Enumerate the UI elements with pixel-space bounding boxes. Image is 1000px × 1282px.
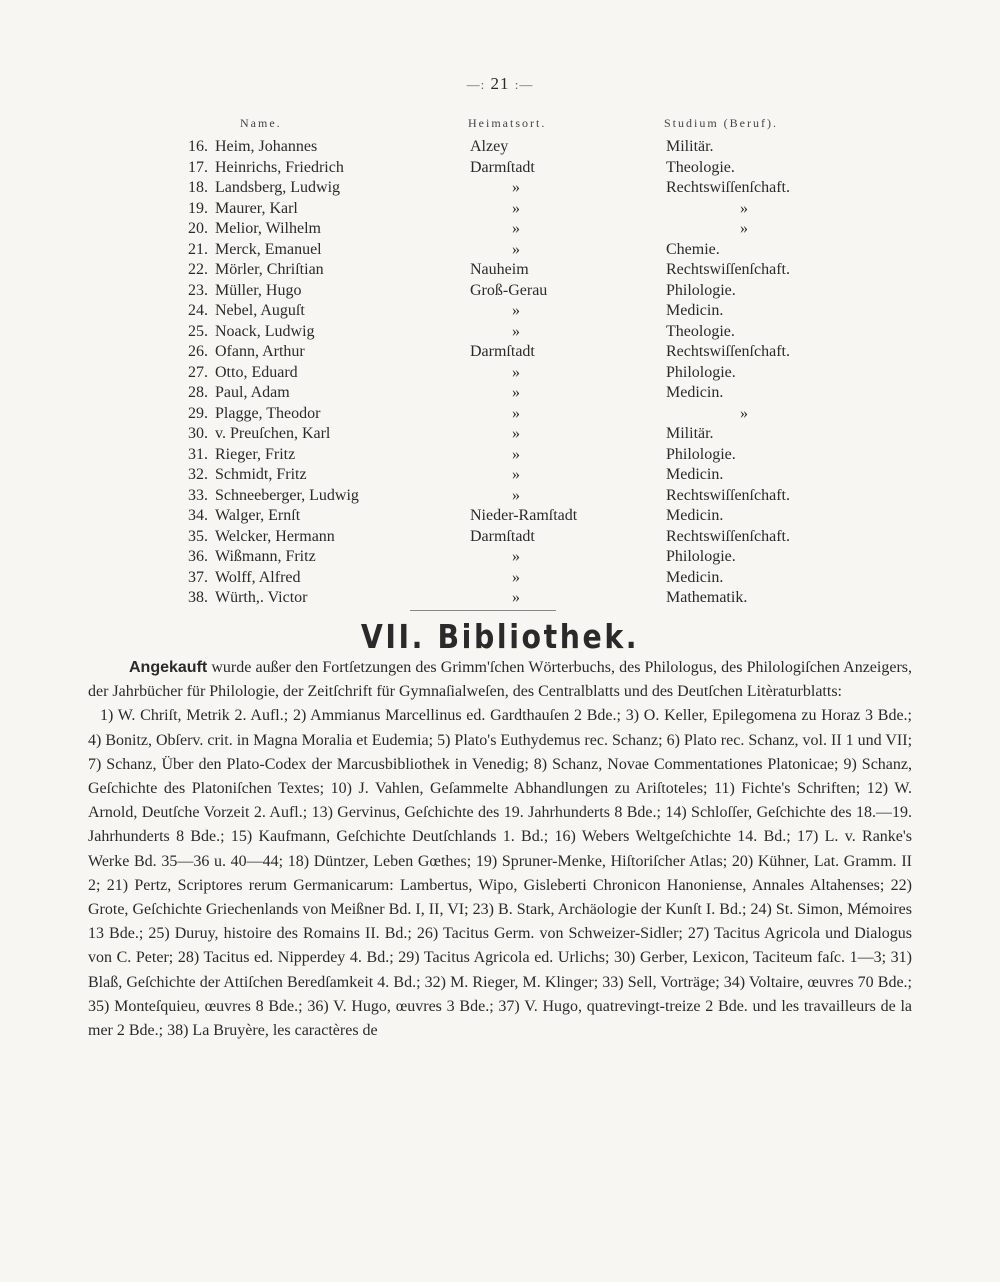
- field-of-study: »: [740, 220, 748, 237]
- student-name: Maurer, Karl: [215, 199, 298, 217]
- row-number: 32.: [188, 466, 208, 483]
- student-name: Otto, Eduard: [215, 363, 298, 381]
- student-name: Welcker, Hermann: [215, 527, 335, 545]
- table-row: [0, 137, 1000, 158]
- field-of-study: Rechtswiſſenſchaft.: [666, 486, 790, 504]
- table-row: [0, 158, 1000, 179]
- hometown: »: [512, 486, 520, 504]
- table-row: [0, 506, 1000, 527]
- table-row: [0, 588, 1000, 609]
- intro-paragraph: [88, 656, 912, 704]
- hometown: »: [512, 548, 520, 565]
- student-name: Müller, Hugo: [215, 281, 302, 299]
- field-of-study: Medicin.: [666, 568, 724, 586]
- student-name: Rieger, Fritz: [215, 445, 296, 463]
- row-number: 34.: [188, 507, 208, 524]
- student-name: Wolff, Alfred: [215, 568, 301, 586]
- student-name: Landsberg, Ludwig: [215, 179, 341, 196]
- student-name: Nebel, Auguſt: [215, 302, 305, 319]
- hometown: Darmſtadt: [470, 343, 535, 360]
- hometown: Groß-Gerau: [470, 281, 548, 299]
- row-number: 25.: [188, 322, 208, 340]
- hometown: »: [512, 199, 520, 217]
- table-row: [0, 301, 1000, 322]
- table-row: [0, 240, 1000, 261]
- table-row: [0, 527, 1000, 548]
- hometown: »: [512, 302, 520, 319]
- table-row: [0, 219, 1000, 240]
- hometown: »: [512, 568, 520, 586]
- hometown: »: [512, 425, 520, 442]
- table-row: [0, 547, 1000, 568]
- field-of-study: Theologie.: [666, 158, 735, 176]
- field-of-study: Medicin.: [666, 384, 724, 401]
- hometown: Darmſtadt: [470, 158, 535, 176]
- row-number: 26.: [188, 343, 208, 360]
- field-of-study: Medicin.: [666, 507, 724, 524]
- table-row: [0, 363, 1000, 384]
- row-number: 37.: [188, 568, 208, 586]
- student-name: Schneeberger, Ludwig: [215, 486, 359, 504]
- table-row: [0, 342, 1000, 363]
- intro-paragraph-text: wurde außer den Fortſetzungen des Grimm'ſchen Wörterbuchs, des Philologus, des Philologiſchen Anzeigers, der Jahrbücher für Philologie, der Zeitſchrift für Gymnaſialweſen, des Centralblatts und des Deutſchen Litèraturblatts:: [88, 659, 913, 701]
- student-name: Walger, Ernſt: [215, 507, 301, 524]
- hometown: »: [512, 445, 520, 463]
- row-number: 17.: [188, 158, 208, 176]
- row-number: 27.: [188, 363, 208, 381]
- student-name: Würth,. Victor: [215, 589, 308, 606]
- table-row: [0, 383, 1000, 404]
- table-row: [0, 281, 1000, 302]
- field-of-study: Rechtswiſſenſchaft.: [666, 261, 790, 278]
- field-of-study: Mathematik.: [666, 589, 748, 606]
- table-row: [0, 260, 1000, 281]
- field-of-study: Philologie.: [666, 281, 736, 299]
- student-name: Noack, Ludwig: [215, 322, 315, 340]
- student-name: Heinrichs, Friedrich: [215, 158, 344, 176]
- table-row: [0, 199, 1000, 220]
- field-of-study: Chemie.: [666, 240, 720, 258]
- student-name: Melior, Wilhelm: [215, 220, 321, 237]
- row-number: 28.: [188, 384, 208, 401]
- field-of-study: »: [740, 404, 748, 422]
- field-of-study: Militär.: [666, 138, 714, 155]
- row-number: 29.: [188, 404, 208, 422]
- section-divider: [410, 610, 556, 611]
- field-of-study: Rechtswiſſenſchaft.: [666, 527, 790, 545]
- table-header-row: [0, 116, 1000, 136]
- field-of-study: Medicin.: [666, 466, 724, 483]
- row-number: 38.: [188, 589, 208, 606]
- field-of-study: Philologie.: [666, 548, 736, 565]
- student-name: Mörler, Chriſtian: [215, 261, 324, 278]
- row-number: 24.: [188, 302, 208, 319]
- library-text: [88, 656, 912, 1043]
- student-name: Schmidt, Fritz: [215, 466, 307, 483]
- hometown: Nauheim: [470, 261, 529, 278]
- table-row: [0, 178, 1000, 199]
- field-of-study: »: [740, 199, 748, 217]
- hometown: Alzey: [470, 138, 509, 155]
- acquisitions-list-paragraph: 1) W. Chriſt, Metrik 2. Aufl.; 2) Ammianus Marcellinus ed. Gardthauſen 2 Bde.; 3) O. Keller, Epilegomena zu Horaz 3 Bde.; 4) Bonitz, Obſerv. crit. in Magna Moralia et Eudemia; 5) Plato's Euthydemus rec. Schanz; 6) Plato rec. Schanz, vol. II 1 und VII; 7) Schanz, Über den Plato-Codex der Marcusbibliothek in Venedig; 8) Schanz, Novae Commentationes Platonicae; 9) Schanz, Geſchichte des Platoniſchen Textes; 10) J. Vahlen, Geſammelte Abhandlungen zu Ariſtoteles; 11) Fichte's Schriften; 12) W. Arnold, Deutſche Vorzeit 2. Aufl.; 13) Gervinus, Geſchichte des 19. Jahrhunderts 8 Bde.; 14) Schloſſer, Geſchichte des 18.—19. Jahrhunderts 8 Bde.; 15) Kaufmann, Geſchichte Deutſchlands 1. Bd.; 16) Webers Weltgeſchichte 14. Bd.; 17) L. v. Ranke's Werke Bd. 35—36 u. 40—44; 18) Düntzer, Leben Gœthes; 19) Spruner-Menke, Hiſtoriſcher Atlas; 20) Kühner, Lat. Gramm. II 2; 21) Pertz, Scriptores rerum Germanicarum: Lambertus, Wipo, Gisleberti Chronicon Hanoniense, Annales Altahenses; 22) Grote, Geſchichte Griechenlands von Meißner Bd. I, II, VI; 23) B. Stark, Archäologie der Kunſt I. Bd.; 24) St. Simon, Mémoires 13 Bde.; 25) Duruy, histoire des Romains II. Bd.; 26) Tacitus Germ. von Schweizer-Sidler; 27) Tacitus Agricola und Dialogus von C. Peter; 28) Tacitus ed. Nipperdey 4. Bd.; 29) Tacitus Agricola ed. Urlichs; 30) Gerber, Lexicon, Taciteum faſc. 1—3; 31) Blaß, Geſchichte der Attiſchen Beredſamkeit 4. Bd.; 32) M. Rieger, M. Klinger; 33) Sell, Vorträge; 34) Voltaire, œuvres 70 Bde.; 35) Monteſquieu, œuvres 8 Bde.; 36) V. Hugo, œuvres 3 Bde.; 37) V. Hugo, quatrevingt-treize 2 Bde. und les travailleurs de la mer 2 Bde.; 38) La Bruyère, les caractères de: [88, 707, 913, 1040]
- lead-word: Angekauft: [129, 659, 208, 676]
- field-of-study: Rechtswiſſenſchaft.: [666, 179, 790, 196]
- table-row: [0, 322, 1000, 343]
- student-name: Paul, Adam: [215, 384, 290, 401]
- hometown: Darmſtadt: [470, 527, 535, 545]
- hometown: »: [512, 220, 520, 237]
- field-of-study: Militär.: [666, 425, 714, 442]
- hometown: »: [512, 240, 520, 258]
- hometown: Nieder-Ramſtadt: [470, 507, 578, 524]
- field-of-study: Philologie.: [666, 363, 736, 381]
- page-number: [0, 74, 1000, 94]
- column-header-name: Name.: [240, 116, 282, 130]
- table-row: [0, 445, 1000, 466]
- page-number-value: 21: [490, 74, 510, 93]
- column-header-hometown: Heimatsort.: [468, 116, 547, 130]
- section-title: VII. Bibliothek.: [360, 617, 640, 656]
- student-name: v. Preuſchen, Karl: [215, 425, 331, 442]
- row-number: 30.: [188, 425, 208, 442]
- row-number: 21.: [188, 240, 208, 258]
- student-name: Plagge, Theodor: [215, 404, 321, 422]
- page-number-right-ornament: :—: [514, 77, 534, 92]
- hometown: »: [512, 466, 520, 483]
- student-name: Ofann, Arthur: [215, 343, 305, 360]
- student-name: Merck, Emanuel: [215, 240, 322, 258]
- hometown: »: [512, 404, 520, 422]
- column-header-study: Studium (Beruf).: [664, 116, 778, 130]
- row-number: 19.: [188, 199, 208, 217]
- student-name: Heim, Johannes: [215, 138, 318, 155]
- row-number: 22.: [188, 261, 208, 278]
- row-number: 20.: [188, 220, 208, 237]
- table-row: [0, 568, 1000, 589]
- hometown: »: [512, 384, 520, 401]
- row-number: 31.: [188, 445, 208, 463]
- table-row: [0, 486, 1000, 507]
- hometown: »: [512, 179, 520, 196]
- student-table: [0, 137, 1000, 609]
- page-number-left-ornament: —:: [466, 77, 486, 92]
- student-name: Wißmann, Fritz: [215, 548, 316, 565]
- row-number: 35.: [188, 527, 208, 545]
- hometown: »: [512, 322, 520, 340]
- table-row: [0, 424, 1000, 445]
- row-number: 23.: [188, 281, 208, 299]
- row-number: 16.: [188, 138, 208, 155]
- row-number: 18.: [188, 179, 208, 196]
- field-of-study: Rechtswiſſenſchaft.: [666, 343, 790, 360]
- table-row: [0, 465, 1000, 486]
- table-row: [0, 404, 1000, 425]
- field-of-study: Philologie.: [666, 445, 736, 463]
- row-number: 33.: [188, 486, 208, 504]
- field-of-study: Theologie.: [666, 322, 735, 340]
- hometown: »: [512, 363, 520, 381]
- row-number: 36.: [188, 548, 208, 565]
- field-of-study: Medicin.: [666, 302, 724, 319]
- hometown: »: [512, 589, 520, 606]
